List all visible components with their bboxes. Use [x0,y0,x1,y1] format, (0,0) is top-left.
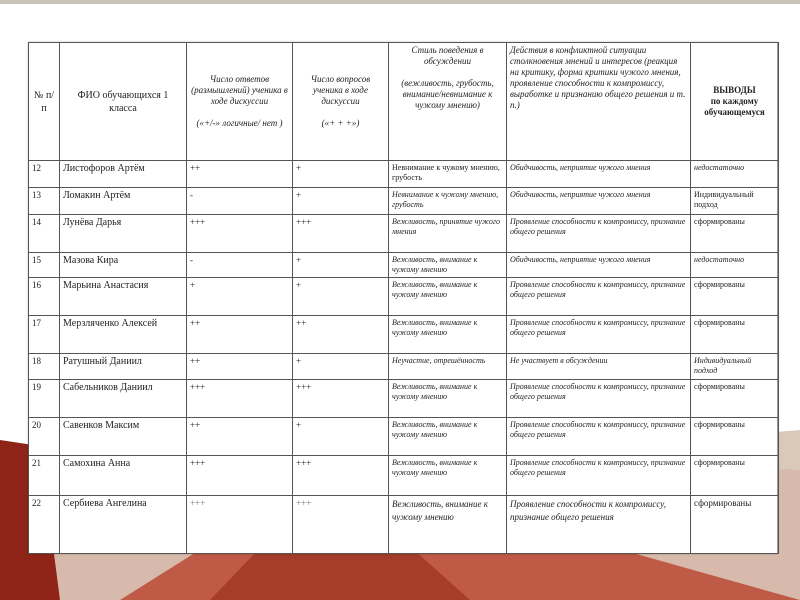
header-style [389,43,507,161]
header-name: ФИО обучающихся 1 класса [60,43,187,161]
row-questions: +++ [293,496,389,554]
header-actions: Действия в конфликтной ситуации столкновения мнений и интересов (реакция на критику, форма критики чужого мнения, проявление способности к компромиссу, выработке и признанию общего решения и т. п.) [507,43,691,161]
row-questions: +++ [293,456,389,496]
header-style-title: Стиль поведения в обсуждении [411,45,484,66]
row-answers: ++ [187,354,293,380]
row-questions: + [293,418,389,456]
header-conclusions-title: ВЫВОДЫ [713,85,756,95]
row-actions: Проявление способности к компромиссу, признание общего решения [507,380,691,418]
row-style: Вежливость, принятие чужого мнения [389,215,507,253]
table-row [29,418,779,456]
row-answers: ++ [187,316,293,354]
row-name: Савенков Максим [60,418,187,456]
row-style: Невнимание к чужому мнению, грубость [389,188,507,215]
row-questions: + [293,278,389,316]
row-conclusion: недостаточно [691,253,779,278]
header-style-note: (вежливость, грубость, внимание/невнимание к чужому мнению) [401,78,494,110]
row-name: Сабельников Даниил [60,380,187,418]
row-conclusion: сформированы [691,456,779,496]
row-answers: +++ [187,456,293,496]
row-style: Вежливость, внимание к чужому мнению [389,418,507,456]
row-num: 16 [29,278,60,316]
row-actions: Проявление способности к компромиссу, признание общего решения [507,418,691,456]
row-name: Листофоров Артём [60,161,187,188]
header-answers-title: Число ответов (размышлений) ученика в ходе дискуссии [191,74,288,106]
header-row [29,43,779,161]
row-answers: ++ [187,418,293,456]
row-num: 13 [29,188,60,215]
row-questions: + [293,161,389,188]
row-answers: ++ [187,161,293,188]
row-name: Марьина Анастасия [60,278,187,316]
header-answers-note: («+/-» логичные/ нет ) [196,118,283,128]
row-conclusion: сформированы [691,316,779,354]
row-num: 18 [29,354,60,380]
row-name: Мазова Кира [60,253,187,278]
row-style: Вежливость, внимание к чужому мнению [389,456,507,496]
row-conclusion: сформированы [691,215,779,253]
row-actions: Проявление способности к компромиссу, признание общего решения [507,316,691,354]
row-name: Мерзляченко Алексей [60,316,187,354]
row-conclusion: Индивидуальный подход [691,188,779,215]
row-questions: +++ [293,215,389,253]
row-questions: +++ [293,380,389,418]
row-conclusion: недостаточно [691,161,779,188]
row-name: Ратушный Даниил [60,354,187,380]
row-questions: + [293,253,389,278]
assessment-table [28,42,779,554]
table-row [29,215,779,253]
table-row [29,161,779,188]
row-actions: Не участвует в обсуждении [507,354,691,380]
table-row [29,188,779,215]
row-conclusion: сформированы [691,278,779,316]
row-actions: Проявление способности к компромиссу, признание общего решения [507,456,691,496]
row-conclusion: сформированы [691,380,779,418]
row-actions: Обидчивость, неприятие чужого мнения [507,188,691,215]
row-style: Вежливость, внимание к чужому мнению [389,380,507,418]
row-actions: Обидчивость, неприятие чужого мнения [507,253,691,278]
row-style: Вежливость, внимание к чужому мнению [389,278,507,316]
row-name: Сербиева Ангелина [60,496,187,554]
row-name: Самохина Анна [60,456,187,496]
header-questions [293,43,389,161]
row-answers: - [187,188,293,215]
row-actions: Проявление способности к компромиссу, признание общего решения [507,278,691,316]
row-style: Вежливость, внимание к чужому мнению [389,496,507,554]
table-row [29,316,779,354]
table-row [29,496,779,554]
row-num: 22 [29,496,60,554]
header-conclusions [691,43,779,161]
row-conclusion: сформированы [691,418,779,456]
row-style: Неучастие, отрешённость [389,354,507,380]
table-row [29,278,779,316]
row-answers: +++ [187,496,293,554]
row-questions: + [293,188,389,215]
row-actions: Проявление способности к компромиссу, признание общего решения [507,496,691,554]
row-style: Вежливость, внимание к чужому мнению [389,316,507,354]
row-conclusion: Индивидуальный подход [691,354,779,380]
table-row [29,253,779,278]
table-row [29,354,779,380]
header-questions-title: Число вопросов ученика в ходе дискуссии [310,74,371,106]
row-conclusion: сформированы [691,496,779,554]
header-num: № п/п [29,43,60,161]
row-num: 12 [29,161,60,188]
row-name: Лунёва Дарья [60,215,187,253]
row-num: 21 [29,456,60,496]
table-row [29,380,779,418]
row-answers: - [187,253,293,278]
row-num: 19 [29,380,60,418]
header-conclusions-sub: по каждому обучающемуся [704,96,765,117]
row-answers: + [187,278,293,316]
header-answers [187,43,293,161]
header-questions-note: («+ + +») [321,118,360,128]
row-num: 14 [29,215,60,253]
row-style: Вежливость, внимание к чужому мнению [389,253,507,278]
row-questions: + [293,354,389,380]
row-actions: Обидчивость, неприятие чужого мнения [507,161,691,188]
table-row [29,456,779,496]
row-name: Ломакин Артём [60,188,187,215]
row-answers: +++ [187,215,293,253]
row-num: 20 [29,418,60,456]
row-num: 15 [29,253,60,278]
row-num: 17 [29,316,60,354]
row-actions: Проявление способности к компромиссу, признание общего решения [507,215,691,253]
row-answers: +++ [187,380,293,418]
row-questions: ++ [293,316,389,354]
row-style: Невнимание к чужому мнению, грубость [389,161,507,188]
